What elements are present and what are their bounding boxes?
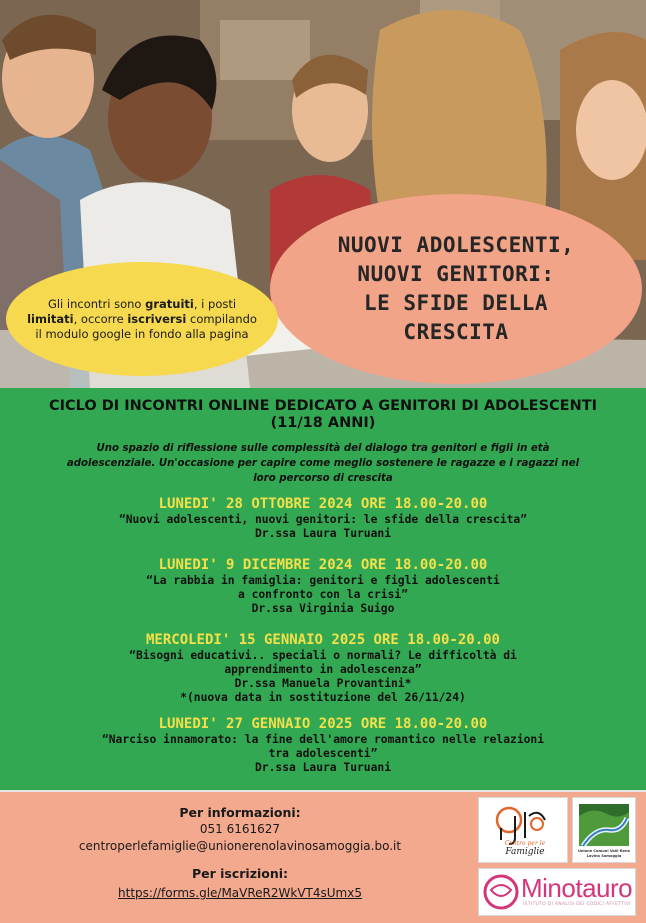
notice-bold: gratuiti — [145, 296, 194, 311]
program-intro: Uno spazio di riflessione sulle complessità del dialogo tra genitori e figli in età adolescenziale. Un'occasione per capire come meglio sostenere le ragazze e i ragazzi nel loro percorso di crescita — [66, 443, 580, 484]
title-line-3: LE SFIDE DELLA — [363, 291, 548, 315]
footer — [0, 790, 646, 923]
title-line-1: NUOVI ADOLESCENTI, — [337, 233, 575, 257]
event-date: MERCOLEDI' 15 GENNAIO 2025 ORE 18.00-20.00 — [145, 632, 500, 648]
minotauro-mark-icon — [481, 870, 521, 914]
title-bubble — [270, 194, 642, 384]
event-speaker: Dr.ssa Manuela Provantini* — [234, 677, 412, 690]
registration-notice-bubble — [6, 262, 278, 376]
event-date: LUNEDI' 28 OTTOBRE 2024 ORE 18.00-20.00 — [158, 496, 488, 512]
cpf-logo-text — [489, 840, 561, 857]
email-address[interactable]: centroperlefamiglie@unionerenolavinosamoggia.bo.it — [78, 839, 402, 853]
event-date: LUNEDI' 27 GENNAIO 2025 ORE 18.00-20.00 — [158, 716, 488, 732]
event-talk: “La rabbia in famiglia: genitori e figli adolescenti a confronto con la crisi” — [146, 574, 500, 601]
signup-link[interactable]: https://forms.gle/MaVReR2WkVT4sUmx5 — [118, 886, 362, 900]
program-section — [0, 388, 646, 790]
event-date: LUNEDI' 9 DICEMBRE 2024 ORE 18.00-20.00 — [158, 557, 488, 573]
event-note: *(nuova data in sostituzione del 26/11/24) — [180, 691, 466, 704]
cpf-logo-line: Famiglie — [505, 847, 545, 857]
centro-famiglie-logo — [478, 797, 568, 863]
event-speaker: Dr.ssa Laura Turuani — [254, 761, 392, 774]
minotauro-name: Minotauro — [521, 873, 633, 903]
notice-text: Gli incontri sono — [47, 296, 146, 311]
cpf-logo-line: Centro per le — [504, 840, 546, 847]
event-item — [30, 632, 616, 705]
registration-notice — [27, 297, 257, 342]
contact-info — [40, 804, 440, 901]
signup-label: Per iscrizioni: — [191, 866, 289, 881]
hero-banner — [0, 0, 646, 388]
notice-text: , occorre — [73, 311, 128, 326]
event-item — [30, 557, 616, 616]
notice-text: , i posti — [193, 296, 237, 311]
title-line-4: CRESCITA — [403, 320, 509, 344]
phone-number[interactable]: 051 6161627 — [199, 822, 281, 836]
unione-comuni-logo — [572, 797, 636, 863]
valley-river-icon — [573, 798, 635, 848]
info-label: Per informazioni: — [179, 805, 301, 820]
event-talk: “Narciso innamorato: la fine dell'amore romantico nelle relazioni tra adolescenti” — [101, 733, 545, 760]
minotauro-logo — [478, 868, 636, 916]
cycle-title: CICLO DI INCONTRI ONLINE DEDICATO A GENITORI DI ADOLESCENTI (11/18 ANNI) — [49, 398, 597, 431]
event-talk: “Bisogni educativi.. speciali o normali? Le difficoltà di apprendimento in adolescenza” — [129, 649, 517, 676]
notice-text: compilando il modulo google in fondo alla pagina — [35, 311, 257, 341]
event-item — [30, 496, 616, 541]
notice-bold: limitati — [27, 311, 74, 326]
title-line-2: NUOVI GENITORI: — [357, 262, 555, 286]
event-item — [30, 716, 616, 775]
minotauro-subtitle: ISTITUTO DI ANALISI DEI CODICI AFFETTIVI — [523, 902, 631, 907]
notice-bold: iscriversi — [127, 311, 187, 326]
union-logo-text: Unione Comuni Valli Reno Lavino Samoggia — [577, 849, 631, 858]
event-speaker: Dr.ssa Laura Turuani — [254, 527, 392, 540]
event-talk: “Nuovi adolescenti, nuovi genitori: le sfide della crescita” — [118, 513, 528, 526]
event-speaker: Dr.ssa Virginia Suigo — [251, 602, 395, 615]
